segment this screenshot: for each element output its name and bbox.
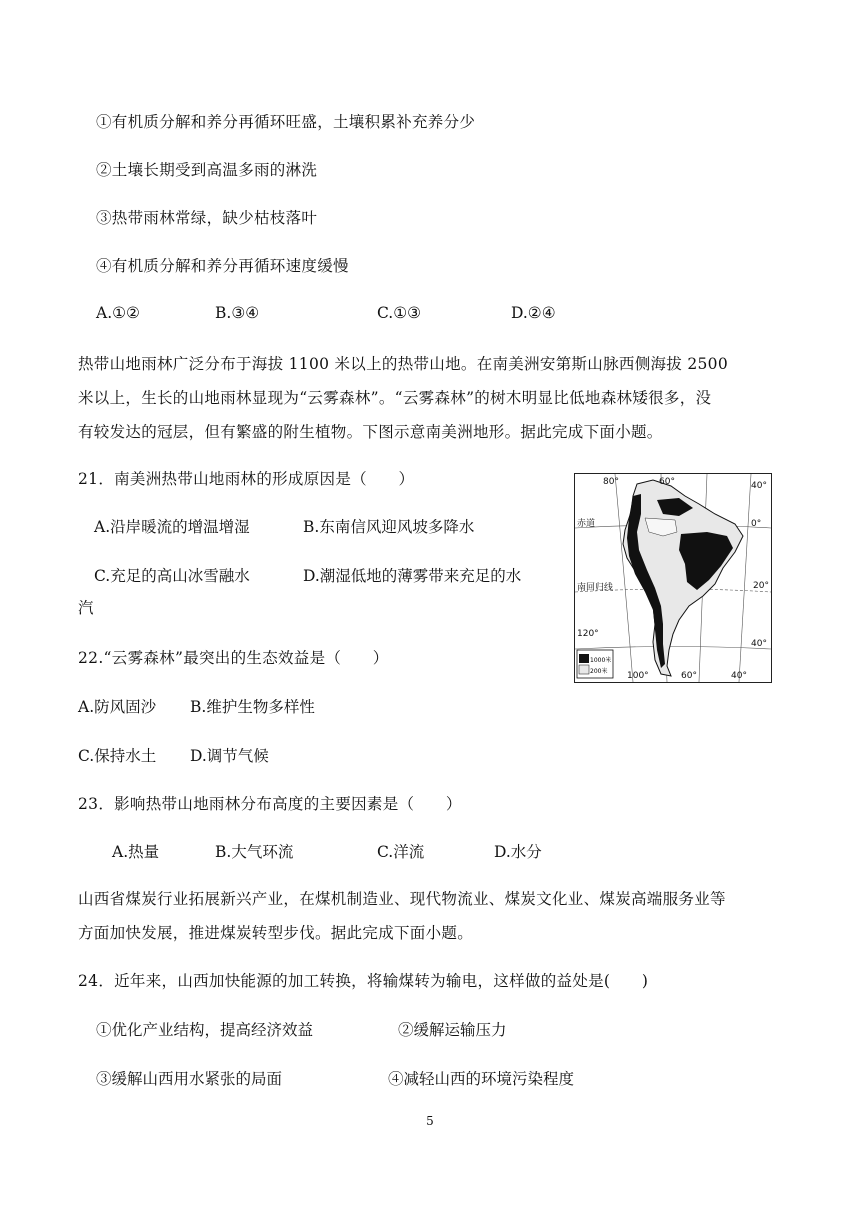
label-lon-60: 60° [659,477,675,487]
legend-label-1000m: 1000米 [590,657,612,664]
q21-option-d[interactable]: D.潮湿低地的薄雾带来充足的水 [303,567,522,585]
label-lon-60-bottom: 60° [681,671,697,681]
q20-option-b[interactable]: B.③④ [215,304,260,322]
q22-option-b[interactable]: B.维护生物多样性 [190,698,315,716]
label-lon-80: 80° [603,477,619,487]
q24-stem: 24．近年来，山西加快能源的加工转换，将输煤转为输电，这样做的益处是( ) [78,972,649,990]
q23-option-b[interactable]: B.大气环流 [215,843,294,861]
q21-option-c[interactable]: C.充足的高山冰雪融水 [94,567,250,585]
q23-option-c[interactable]: C.洋流 [377,843,425,861]
q20-option-d[interactable]: D.②④ [511,304,556,322]
q23-option-a[interactable]: A.热量 [112,843,160,861]
q21-option-a[interactable]: A.沿岸暖流的增温增湿 [94,518,250,536]
q22-option-a[interactable]: A.防风固沙 [78,698,157,716]
map-svg [575,474,771,682]
q20-statement-1: ①有机质分解和养分再循环旺盛，土壤积累补充养分少 [96,113,476,131]
q24-statement-3[interactable]: ③缓解山西用水紧张的局面 [96,1070,283,1088]
q21-stem: 21．南美洲热带山地雨林的形成原因是（ ） [78,470,415,488]
q20-statement-4: ④有机质分解和养分再循环速度缓慢 [96,257,349,275]
q20-option-c[interactable]: C.①③ [377,304,422,322]
q20-statement-3: ③热带雨林常绿，缺少枯枝落叶 [96,209,318,227]
label-lon-40-bottom: 40° [731,671,747,681]
label-lat-20: 20° [753,581,769,591]
q21-option-b[interactable]: B.东南信风迎风坡多降水 [303,518,475,536]
passage2-line-1: 山西省煤炭行业拓展新兴产业，在煤机制造业、现代物流业、煤炭文化业、煤炭高端服务业等 [78,890,726,908]
meridian-80 [615,474,633,682]
passage1-line-3: 有较发达的冠层，但有繁盛的附生植物。下图示意南美洲地形。据此完成下面小题。 [78,423,663,441]
q20-statement-2: ②土壤长期受到高温多雨的淋洗 [96,161,318,179]
q22-option-c[interactable]: C.保持水土 [78,747,157,765]
parallel-40 [575,647,771,650]
label-lat-0: 0° [751,519,762,529]
legend-swatch-lowland [579,665,589,674]
q21-option-d-continued: 汽 [78,599,94,617]
q20-option-a[interactable]: A.①② [96,304,140,322]
legend-swatch-highland [579,654,589,663]
q23-stem: 23．影响热带山地雨林分布高度的主要因素是（ ） [78,795,462,813]
legend-label-200m: 200米 [590,668,608,675]
q24-statement-4[interactable]: ④减轻山西的环境污染程度 [388,1070,575,1088]
q22-stem: 22.“云雾森林”最突出的生态效益是（ ） [78,649,389,667]
label-lat-40: 40° [751,639,767,649]
page-number: 5 [426,1114,434,1128]
q23-option-d[interactable]: D.水分 [494,843,542,861]
meridian-20 [739,474,751,682]
label-lon-100: 100° [627,671,649,681]
passage1-line-2: 米以上，生长的山地雨林显现为“云雾森林”。“云雾森林”的树木明显比低地森林矮很多，没 [78,389,712,407]
q22-option-d[interactable]: D.调节气候 [190,747,269,765]
passage1-line-1: 热带山地雨林广泛分布于海拔 1100 米以上的热带山地。在南美洲安第斯山脉西侧海拔 2500 [78,355,728,373]
q24-statement-2[interactable]: ②缓解运输压力 [398,1021,507,1039]
label-lon-120: 120° [577,629,599,639]
map-legend [577,650,613,678]
label-lon-40: 40° [751,481,767,491]
q24-statement-1[interactable]: ①优化产业结构，提高经济效益 [96,1021,314,1039]
south-america-terrain-map [574,473,772,683]
label-tropic: 南回归线 [577,583,614,593]
label-equator: 赤道 [577,519,596,529]
passage2-line-2: 方面加快发展，推进煤炭转型步伐。据此完成下面小题。 [78,924,474,942]
